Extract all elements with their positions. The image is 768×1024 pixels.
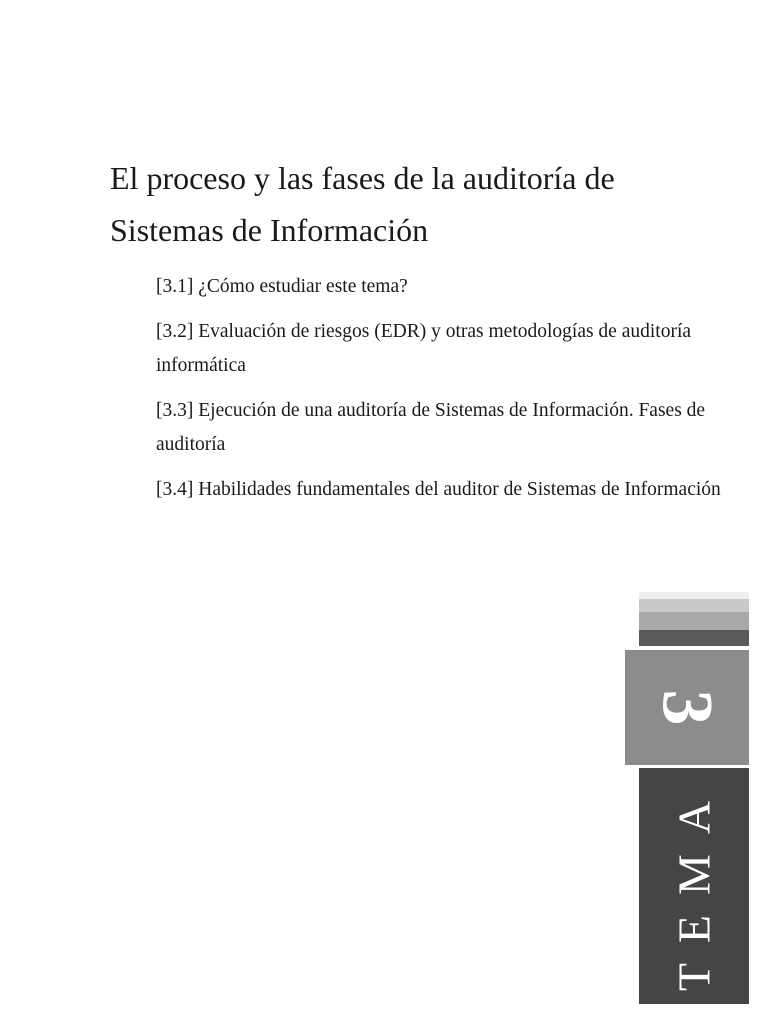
chapter-number-box xyxy=(625,650,749,765)
toc-item-3-4: [3.4] Habilidades fundamentales del auditor de Sistemas de Información xyxy=(156,479,721,500)
toc-item-3-1: [3.1] ¿Cómo estudiar este tema? xyxy=(156,276,408,297)
toc-item-3-3: [3.3] Ejecución de una auditoría de Sistemas de Información. Fases de auditoría xyxy=(156,400,706,455)
table-of-contents xyxy=(156,270,726,518)
decorative-strip-1 xyxy=(639,592,749,599)
decorative-strip-2 xyxy=(639,599,749,612)
chapter-label: TEMA xyxy=(668,780,720,992)
toc-item-3-2: [3.2] Evaluación de riesgos (EDR) y otras metodologías de auditoría informática xyxy=(156,321,692,376)
chapter-label-box xyxy=(639,768,749,1004)
chapter-number: 3 xyxy=(647,689,728,726)
decorative-strip-4 xyxy=(639,630,749,646)
page-title: El proceso y las fases de la auditoría de Sistemas de Información xyxy=(110,160,615,248)
decorative-strip-3 xyxy=(639,612,749,630)
